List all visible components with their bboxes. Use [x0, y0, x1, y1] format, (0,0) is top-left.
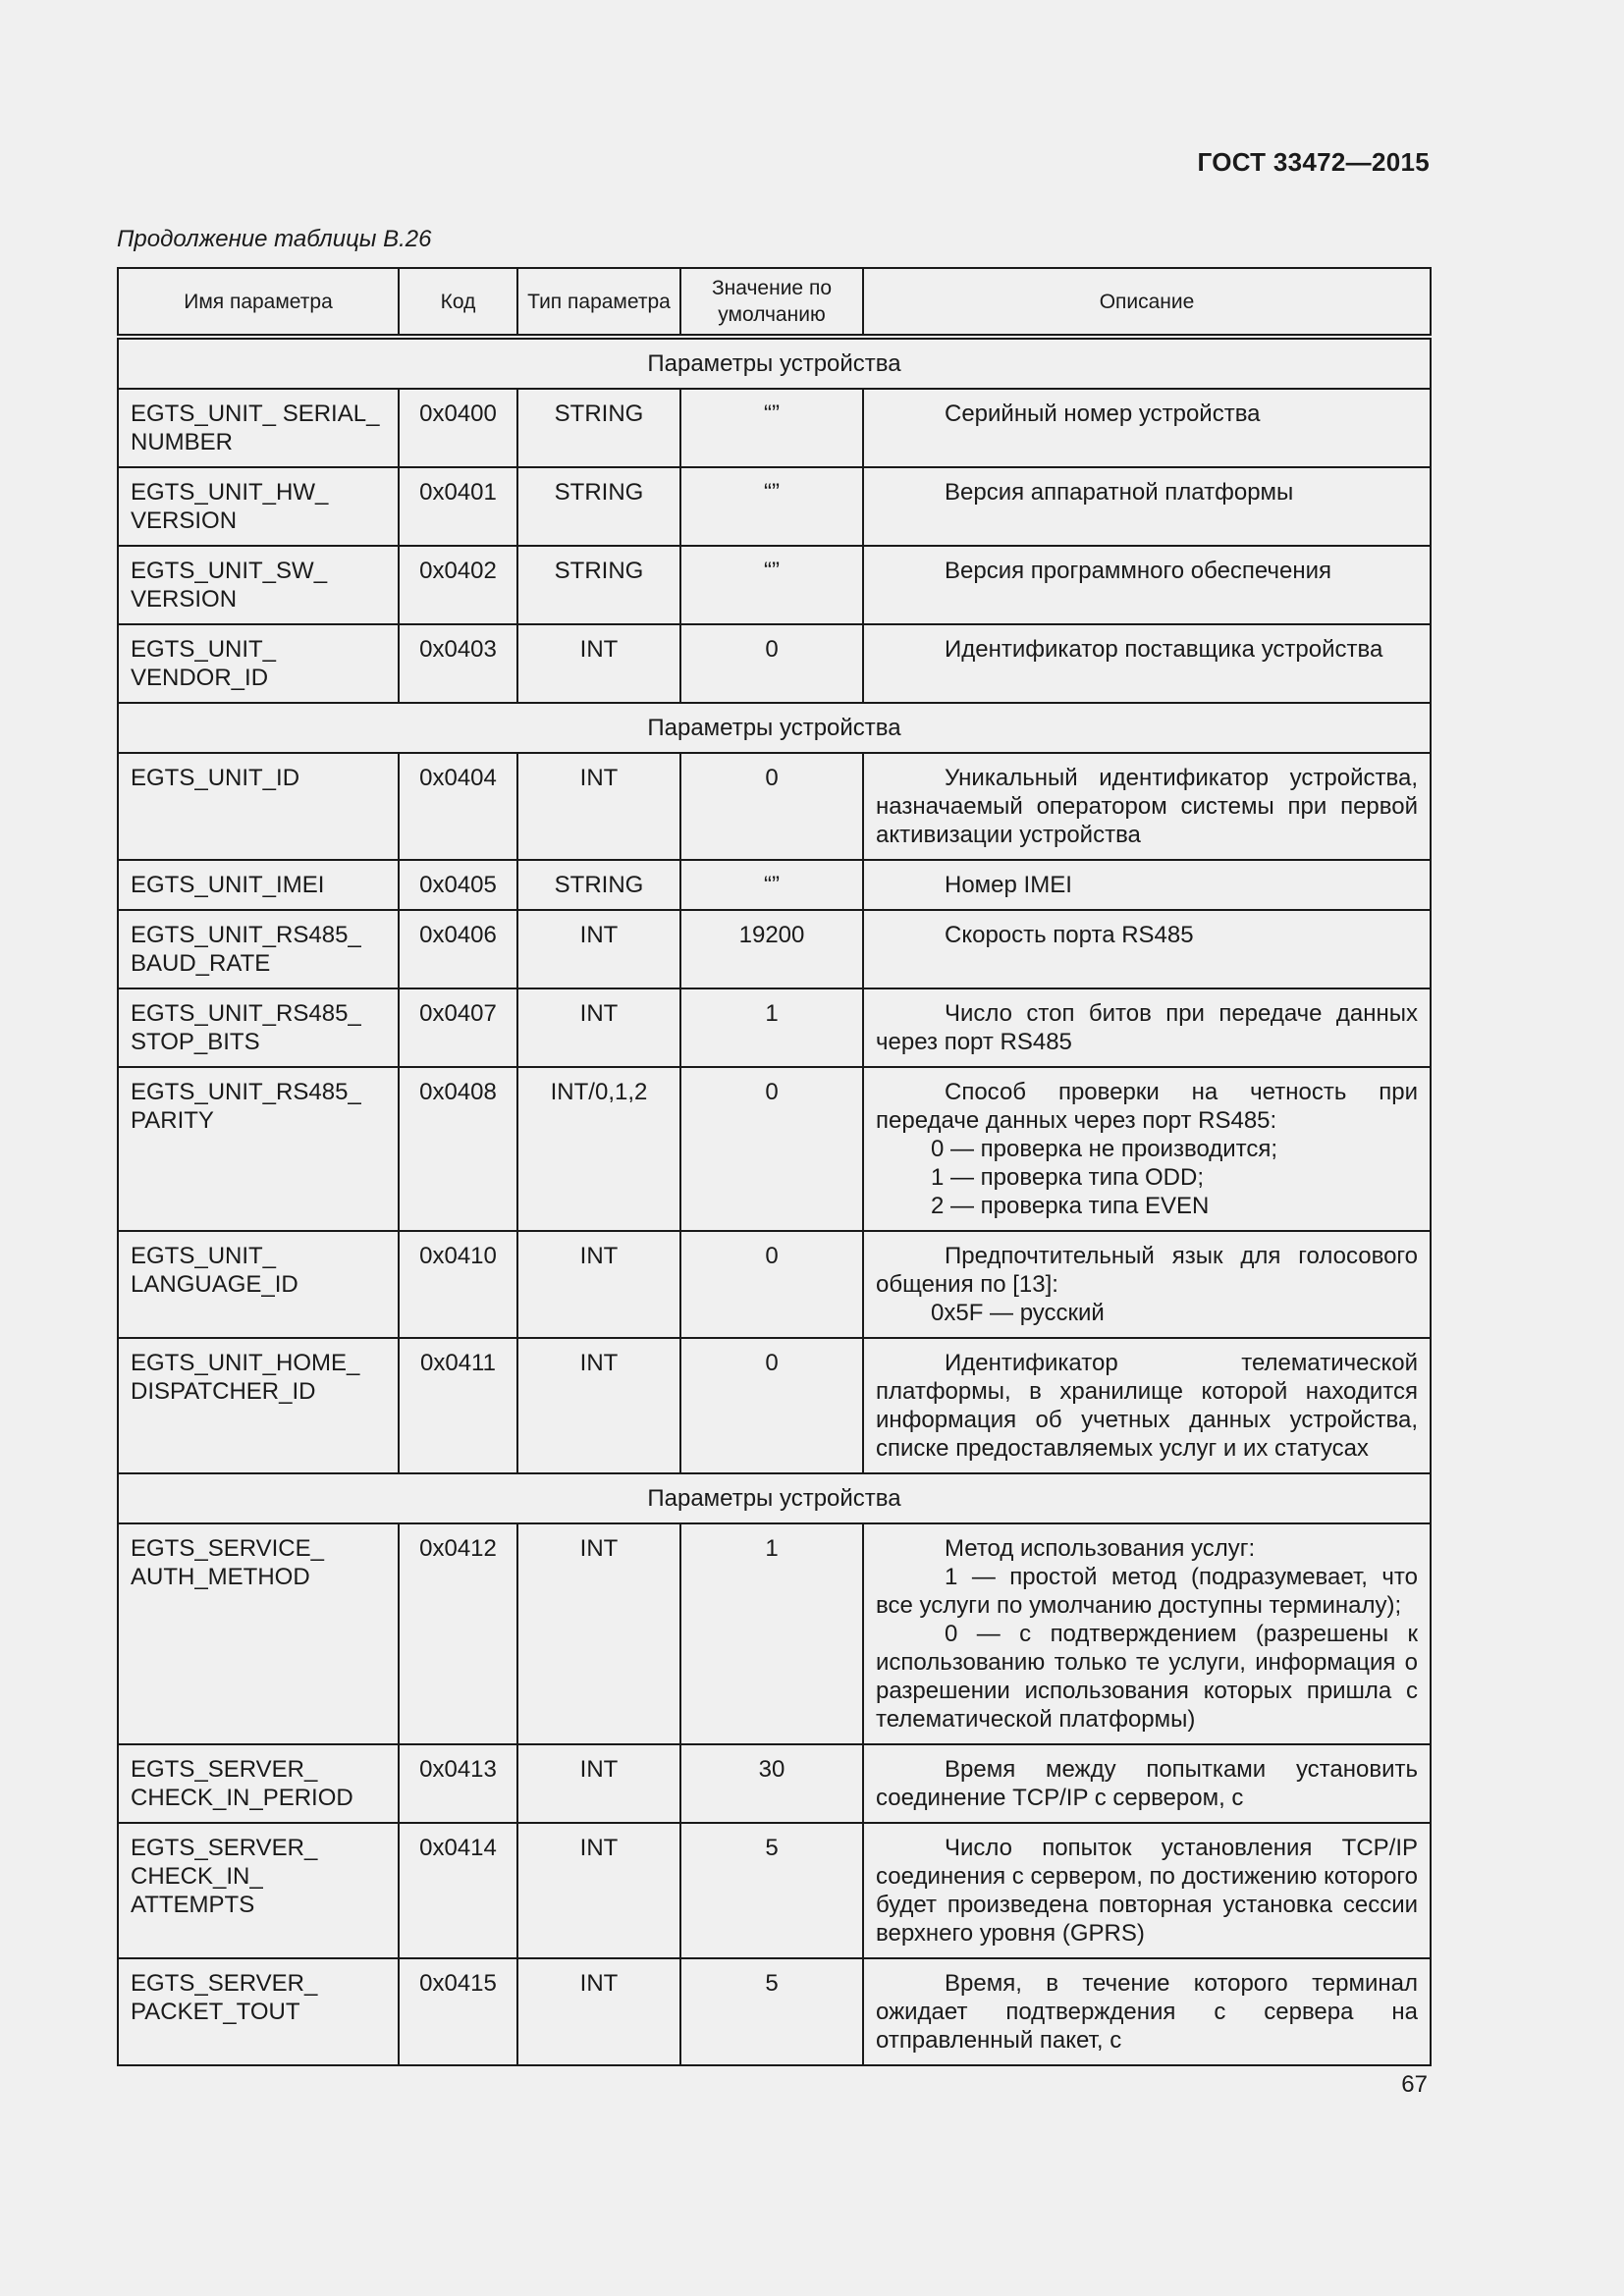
description-list-item: 0x5F — русский [931, 1300, 1105, 1326]
description-paragraph: Время, в течение которого терминал ожидает подтверждения с сервера на отправленный пакет, с [876, 1970, 1418, 2054]
param-name-cell: EGTS_UNIT_ SERIAL_ NUMBER [118, 389, 399, 467]
param-default-cell: 0 [680, 624, 863, 703]
col-header-code: Код [399, 268, 517, 337]
col-header-type: Тип параметра [517, 268, 680, 337]
param-description-cell [863, 546, 1431, 624]
param-type-cell: STRING [517, 467, 680, 546]
param-type-cell: INT [517, 1231, 680, 1338]
param-description-cell [863, 467, 1431, 546]
section-row [118, 1473, 1431, 1523]
col-header-default: Значение по умолчанию [680, 268, 863, 337]
param-description-cell [863, 1067, 1431, 1231]
description-paragraph: Предпочтительный язык для голосового общения по [13]: [876, 1243, 1418, 1298]
param-default-cell: 1 [680, 1523, 863, 1744]
param-type-cell: INT [517, 753, 680, 860]
param-default-cell: 5 [680, 1823, 863, 1958]
param-type-cell: STRING [517, 860, 680, 910]
param-description-cell [863, 753, 1431, 860]
description-paragraph: Число попыток установления TCP/IP соединения с сервером, по достижению которого будет произведена повторная установка сессии верхнего уровня (GPRS) [876, 1835, 1418, 1947]
param-description-cell [863, 1744, 1431, 1823]
param-name-cell: EGTS_UNIT_ID [118, 753, 399, 860]
param-default-cell: “” [680, 467, 863, 546]
table-body [118, 337, 1431, 2065]
table-row [118, 1523, 1431, 1744]
param-type-cell: STRING [517, 546, 680, 624]
table-row [118, 389, 1431, 467]
description-paragraph: Идентификатор поставщика устройства [945, 636, 1383, 663]
section-title: Параметры устройства [118, 703, 1431, 753]
param-default-cell: 0 [680, 1231, 863, 1338]
description-paragraph: Способ проверки на четность при передаче данных через порт RS485: [876, 1079, 1418, 1134]
param-type-cell: INT [517, 910, 680, 988]
description-paragraph: Метод использования услуг: [945, 1535, 1256, 1562]
param-default-cell: 0 [680, 1067, 863, 1231]
param-description-cell [863, 624, 1431, 703]
param-description-cell [863, 910, 1431, 988]
description-paragraph: Номер IMEI [945, 872, 1072, 898]
param-name-cell: EGTS_SERVER_ CHECK_IN_ ATTEMPTS [118, 1823, 399, 1958]
param-code-cell: 0x0415 [399, 1958, 517, 2065]
param-code-cell: 0x0402 [399, 546, 517, 624]
param-name-cell: EGTS_UNIT_HW_ VERSION [118, 467, 399, 546]
param-code-cell: 0x0407 [399, 988, 517, 1067]
description-paragraph: Версия аппаратной платформы [945, 479, 1294, 506]
table-row [118, 910, 1431, 988]
param-code-cell: 0x0412 [399, 1523, 517, 1744]
col-header-description: Описание [863, 268, 1431, 337]
param-name-cell: EGTS_SERVER_ PACKET_TOUT [118, 1958, 399, 2065]
param-type-cell: INT [517, 1523, 680, 1744]
description-paragraph: Скорость порта RS485 [945, 922, 1194, 948]
param-name-cell: EGTS_UNIT_ LANGUAGE_ID [118, 1231, 399, 1338]
description-list-item: 2 — проверка типа EVEN [931, 1193, 1210, 1219]
description-paragraph: Число стоп битов при передаче данных через порт RS485 [876, 1000, 1418, 1055]
param-code-cell: 0x0405 [399, 860, 517, 910]
section-title: Параметры устройства [118, 337, 1431, 389]
param-name-cell: EGTS_UNIT_IMEI [118, 860, 399, 910]
param-default-cell: 0 [680, 753, 863, 860]
description-list-item: 0 — проверка не производится; [931, 1136, 1278, 1162]
param-description-cell [863, 389, 1431, 467]
param-description-cell [863, 988, 1431, 1067]
param-type-cell: INT [517, 988, 680, 1067]
param-type-cell: INT [517, 1958, 680, 2065]
param-description-cell [863, 860, 1431, 910]
param-type-cell: INT [517, 624, 680, 703]
table-row [118, 1744, 1431, 1823]
table-header-row [118, 268, 1431, 337]
table-row [118, 1823, 1431, 1958]
parameters-table [117, 267, 1432, 2066]
section-row [118, 703, 1431, 753]
param-description-cell [863, 1231, 1431, 1338]
param-name-cell: EGTS_SERVER_ CHECK_IN_PERIOD [118, 1744, 399, 1823]
param-description-cell [863, 1338, 1431, 1473]
table-row [118, 467, 1431, 546]
param-default-cell: 0 [680, 1338, 863, 1473]
section-row [118, 337, 1431, 389]
table-row [118, 753, 1431, 860]
param-default-cell: “” [680, 389, 863, 467]
param-type-cell: INT [517, 1338, 680, 1473]
param-default-cell: 1 [680, 988, 863, 1067]
description-paragraph: 0 — с подтверждением (разрешены к использованию только те услуги, информация о разрешении использования которых пришла с телематической платформы) [876, 1621, 1418, 1733]
description-paragraph: Версия программного обеспечения [945, 558, 1331, 584]
description-paragraph: Уникальный идентификатор устройства, назначаемый оператором системы при первой активизации устройства [876, 765, 1418, 848]
param-name-cell: EGTS_UNIT_RS485_ BAUD_RATE [118, 910, 399, 988]
param-type-cell: INT [517, 1823, 680, 1958]
col-header-name: Имя параметра [118, 268, 399, 337]
description-list-item: 1 — проверка типа ODD; [931, 1164, 1205, 1191]
description-paragraph: Время между попытками установить соединение TCP/IP с сервером, с [876, 1756, 1418, 1811]
page-number: 67 [1401, 2071, 1428, 2098]
param-name-cell: EGTS_UNIT_RS485_ STOP_BITS [118, 988, 399, 1067]
description-paragraph: 1 — простой метод (подразумевает, что все услуги по умолчанию доступны терминалу); [876, 1564, 1418, 1619]
param-code-cell: 0x0401 [399, 467, 517, 546]
param-code-cell: 0x0406 [399, 910, 517, 988]
table-row [118, 1338, 1431, 1473]
param-code-cell: 0x0408 [399, 1067, 517, 1231]
param-default-cell: 19200 [680, 910, 863, 988]
table-row [118, 988, 1431, 1067]
param-default-cell: “” [680, 546, 863, 624]
table-caption: Продолжение таблицы В.26 [117, 226, 432, 252]
param-description-cell [863, 1523, 1431, 1744]
param-default-cell: 5 [680, 1958, 863, 2065]
table-row [118, 1067, 1431, 1231]
param-type-cell: STRING [517, 389, 680, 467]
table-row [118, 546, 1431, 624]
param-name-cell: EGTS_UNIT_SW_ VERSION [118, 546, 399, 624]
description-paragraph: Серийный номер устройства [945, 400, 1261, 427]
param-type-cell: INT/0,1,2 [517, 1067, 680, 1231]
param-name-cell: EGTS_UNIT_ VENDOR_ID [118, 624, 399, 703]
section-title: Параметры устройства [118, 1473, 1431, 1523]
param-code-cell: 0x0414 [399, 1823, 517, 1958]
param-name-cell: EGTS_UNIT_HOME_ DISPATCHER_ID [118, 1338, 399, 1473]
description-paragraph: Идентификатор телематической платформы, в хранилище которой находится информация об учетных данных устройства, списке предоставляемых услуг и их статусах [876, 1350, 1418, 1462]
table-row [118, 1958, 1431, 2065]
param-code-cell: 0x0404 [399, 753, 517, 860]
param-code-cell: 0x0410 [399, 1231, 517, 1338]
param-default-cell: “” [680, 860, 863, 910]
param-code-cell: 0x0413 [399, 1744, 517, 1823]
param-name-cell: EGTS_SERVICE_ AUTH_METHOD [118, 1523, 399, 1744]
param-code-cell: 0x0411 [399, 1338, 517, 1473]
table-row [118, 624, 1431, 703]
param-description-cell [863, 1958, 1431, 2065]
table-row [118, 1231, 1431, 1338]
param-code-cell: 0x0403 [399, 624, 517, 703]
standard-number: ГОСТ 33472—2015 [1197, 147, 1430, 177]
param-name-cell: EGTS_UNIT_RS485_ PARITY [118, 1067, 399, 1231]
param-type-cell: INT [517, 1744, 680, 1823]
param-description-cell [863, 1823, 1431, 1958]
param-code-cell: 0x0400 [399, 389, 517, 467]
table-row [118, 860, 1431, 910]
param-default-cell: 30 [680, 1744, 863, 1823]
